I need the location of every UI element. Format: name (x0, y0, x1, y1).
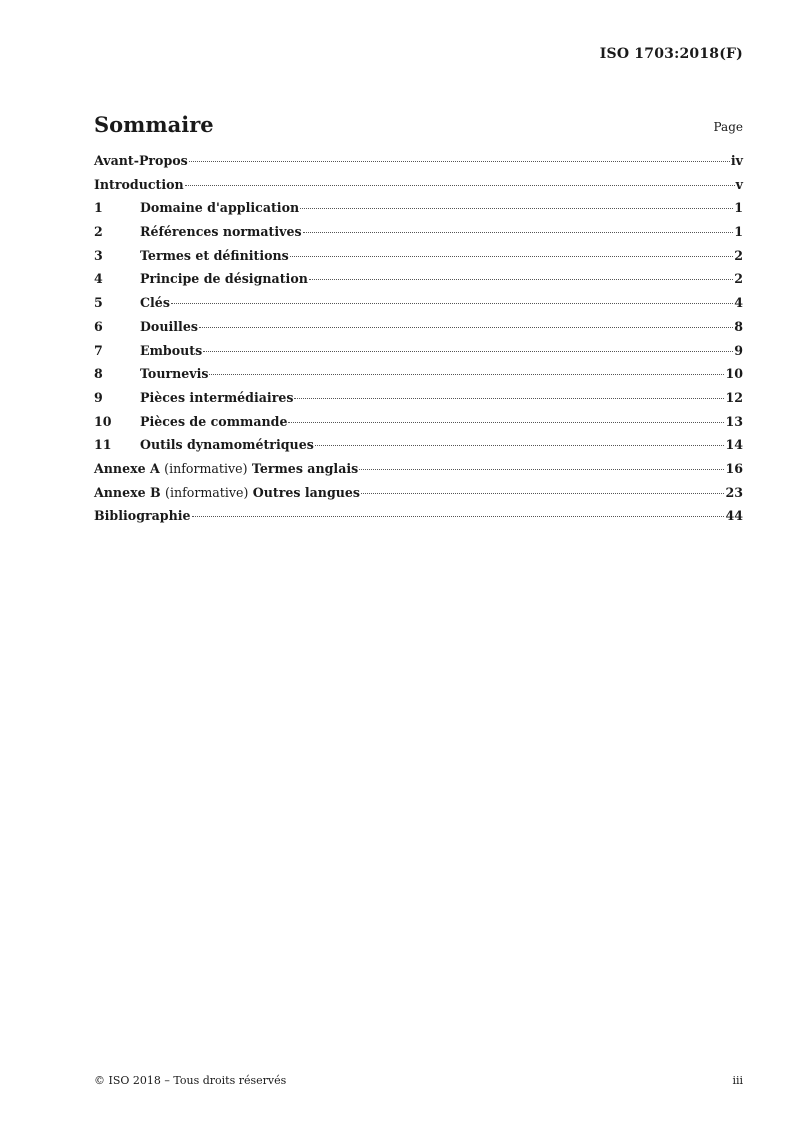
toc-entry-text: Pièces intermédiaires (140, 389, 294, 405)
toc-entry-text: Domaine d'application (140, 200, 300, 216)
toc-entry-title (94, 153, 188, 168)
annex-label: Annexe A (94, 460, 160, 476)
toc-entry-number: 10 (94, 413, 112, 429)
dot-leader (300, 208, 733, 209)
toc-entry-page: 10 (725, 366, 743, 382)
toc-entry[interactable] (94, 414, 743, 438)
toc-entry[interactable] (94, 437, 743, 461)
toc-entry-title (140, 319, 198, 334)
toc-header (94, 112, 743, 140)
toc-entry-page: 13 (725, 413, 743, 429)
toc-title: Sommaire (94, 112, 214, 137)
dot-leader (209, 374, 724, 375)
toc-entry[interactable] (94, 461, 743, 485)
toc-entry-text: Références normatives (140, 224, 302, 240)
toc-entry-page: 44 (725, 508, 743, 524)
toc-entry-number: 6 (94, 318, 103, 334)
toc-entry-page: 14 (725, 437, 743, 453)
dot-leader (192, 516, 725, 517)
toc-entry[interactable] (94, 248, 743, 272)
page-number: iii (732, 1074, 743, 1087)
toc-entry-title (94, 508, 191, 523)
toc-entry-number: 4 (94, 271, 103, 287)
toc-entry-number: 3 (94, 247, 103, 263)
toc-entry-page: 8 (734, 318, 743, 334)
toc-entry-number: 8 (94, 366, 103, 382)
toc-entry[interactable] (94, 390, 743, 414)
toc-entry[interactable] (94, 271, 743, 295)
toc-entry-title (140, 343, 202, 358)
toc-entry-text: Avant-Propos (94, 153, 188, 168)
toc-entry[interactable] (94, 177, 743, 201)
toc-entry-page: 9 (734, 342, 743, 358)
dot-leader (290, 256, 733, 257)
toc-entry-text: Bibliographie (94, 508, 191, 524)
toc-entry-text: Embouts (140, 342, 203, 358)
toc-entry[interactable] (94, 224, 743, 248)
toc-entry[interactable] (94, 343, 743, 367)
toc-entry-page: iv (730, 153, 743, 168)
toc-entry-text: Clés (140, 295, 170, 311)
toc-entry-text: Outils dynamométriques (140, 437, 314, 453)
toc-entry-title (140, 248, 289, 263)
toc-entry[interactable] (94, 153, 743, 177)
toc-entry-page: 16 (725, 460, 743, 476)
dot-leader (199, 327, 733, 328)
toc-entry-text: Introduction (94, 176, 184, 192)
toc-entry-page: v (735, 176, 743, 192)
toc-entry[interactable] (94, 295, 743, 319)
toc-entry-text: Douilles (140, 318, 198, 334)
toc-entry-number: 11 (94, 437, 112, 453)
dot-leader (359, 469, 724, 470)
annex-type-note: (informative) (164, 460, 248, 476)
toc-entry-page: 1 (734, 224, 743, 240)
toc-entry-title (140, 224, 302, 239)
dot-leader (189, 161, 730, 162)
toc-entry[interactable] (94, 366, 743, 390)
dot-leader (171, 303, 733, 304)
toc-entry-number: 7 (94, 342, 103, 358)
toc-entry-text: Outres langues (252, 484, 361, 500)
toc-entry-title (140, 271, 308, 286)
toc-entry-page: 2 (734, 247, 743, 263)
toc-entry-text: Termes et définitions (140, 247, 289, 263)
dot-leader (185, 185, 735, 186)
toc-entry-title (140, 390, 293, 405)
toc-entry-number: 1 (94, 200, 103, 216)
toc-entry-title (140, 295, 170, 310)
toc-entry-title (140, 200, 299, 215)
dot-leader (315, 445, 725, 446)
toc-entry-title (140, 366, 208, 381)
page-column-label: Page (713, 120, 743, 134)
toc-entry-text: Tournevis (140, 366, 209, 382)
toc-entry-text: Pièces de commande (140, 413, 288, 429)
toc-entry-number: 5 (94, 295, 103, 311)
toc-entry-number: 9 (94, 389, 103, 405)
toc-entry-page: 12 (725, 389, 743, 405)
toc-entry[interactable] (94, 319, 743, 343)
toc-entry-text: Termes anglais (251, 460, 359, 476)
toc-entry-text: Principe de désignation (140, 271, 308, 287)
toc-entry-title (94, 177, 184, 192)
toc-entry-title (94, 485, 360, 500)
toc-entry-page: 23 (725, 484, 743, 500)
dot-leader (309, 279, 733, 280)
dot-leader (294, 398, 724, 399)
toc-entry-title (140, 437, 314, 452)
copyright-notice: © ISO 2018 – Tous droits réservés (94, 1074, 287, 1087)
annex-type-note: (informative) (165, 484, 249, 500)
dot-leader (203, 351, 733, 352)
toc-entry-title (94, 461, 358, 476)
toc-entry-page: 2 (734, 271, 743, 287)
toc-entry[interactable] (94, 485, 743, 509)
toc-entry-title (140, 414, 287, 429)
toc-entry-number: 2 (94, 224, 103, 240)
dot-leader (288, 422, 724, 423)
toc-entry[interactable] (94, 200, 743, 224)
dot-leader (361, 493, 724, 494)
toc-entry[interactable] (94, 508, 743, 532)
table-of-contents (94, 153, 743, 532)
toc-entry-page: 1 (734, 200, 743, 216)
toc-entry-page: 4 (734, 295, 743, 311)
dot-leader (303, 232, 734, 233)
document-id: ISO 1703:2018(F) (599, 46, 743, 62)
annex-label: Annexe B (94, 484, 161, 500)
